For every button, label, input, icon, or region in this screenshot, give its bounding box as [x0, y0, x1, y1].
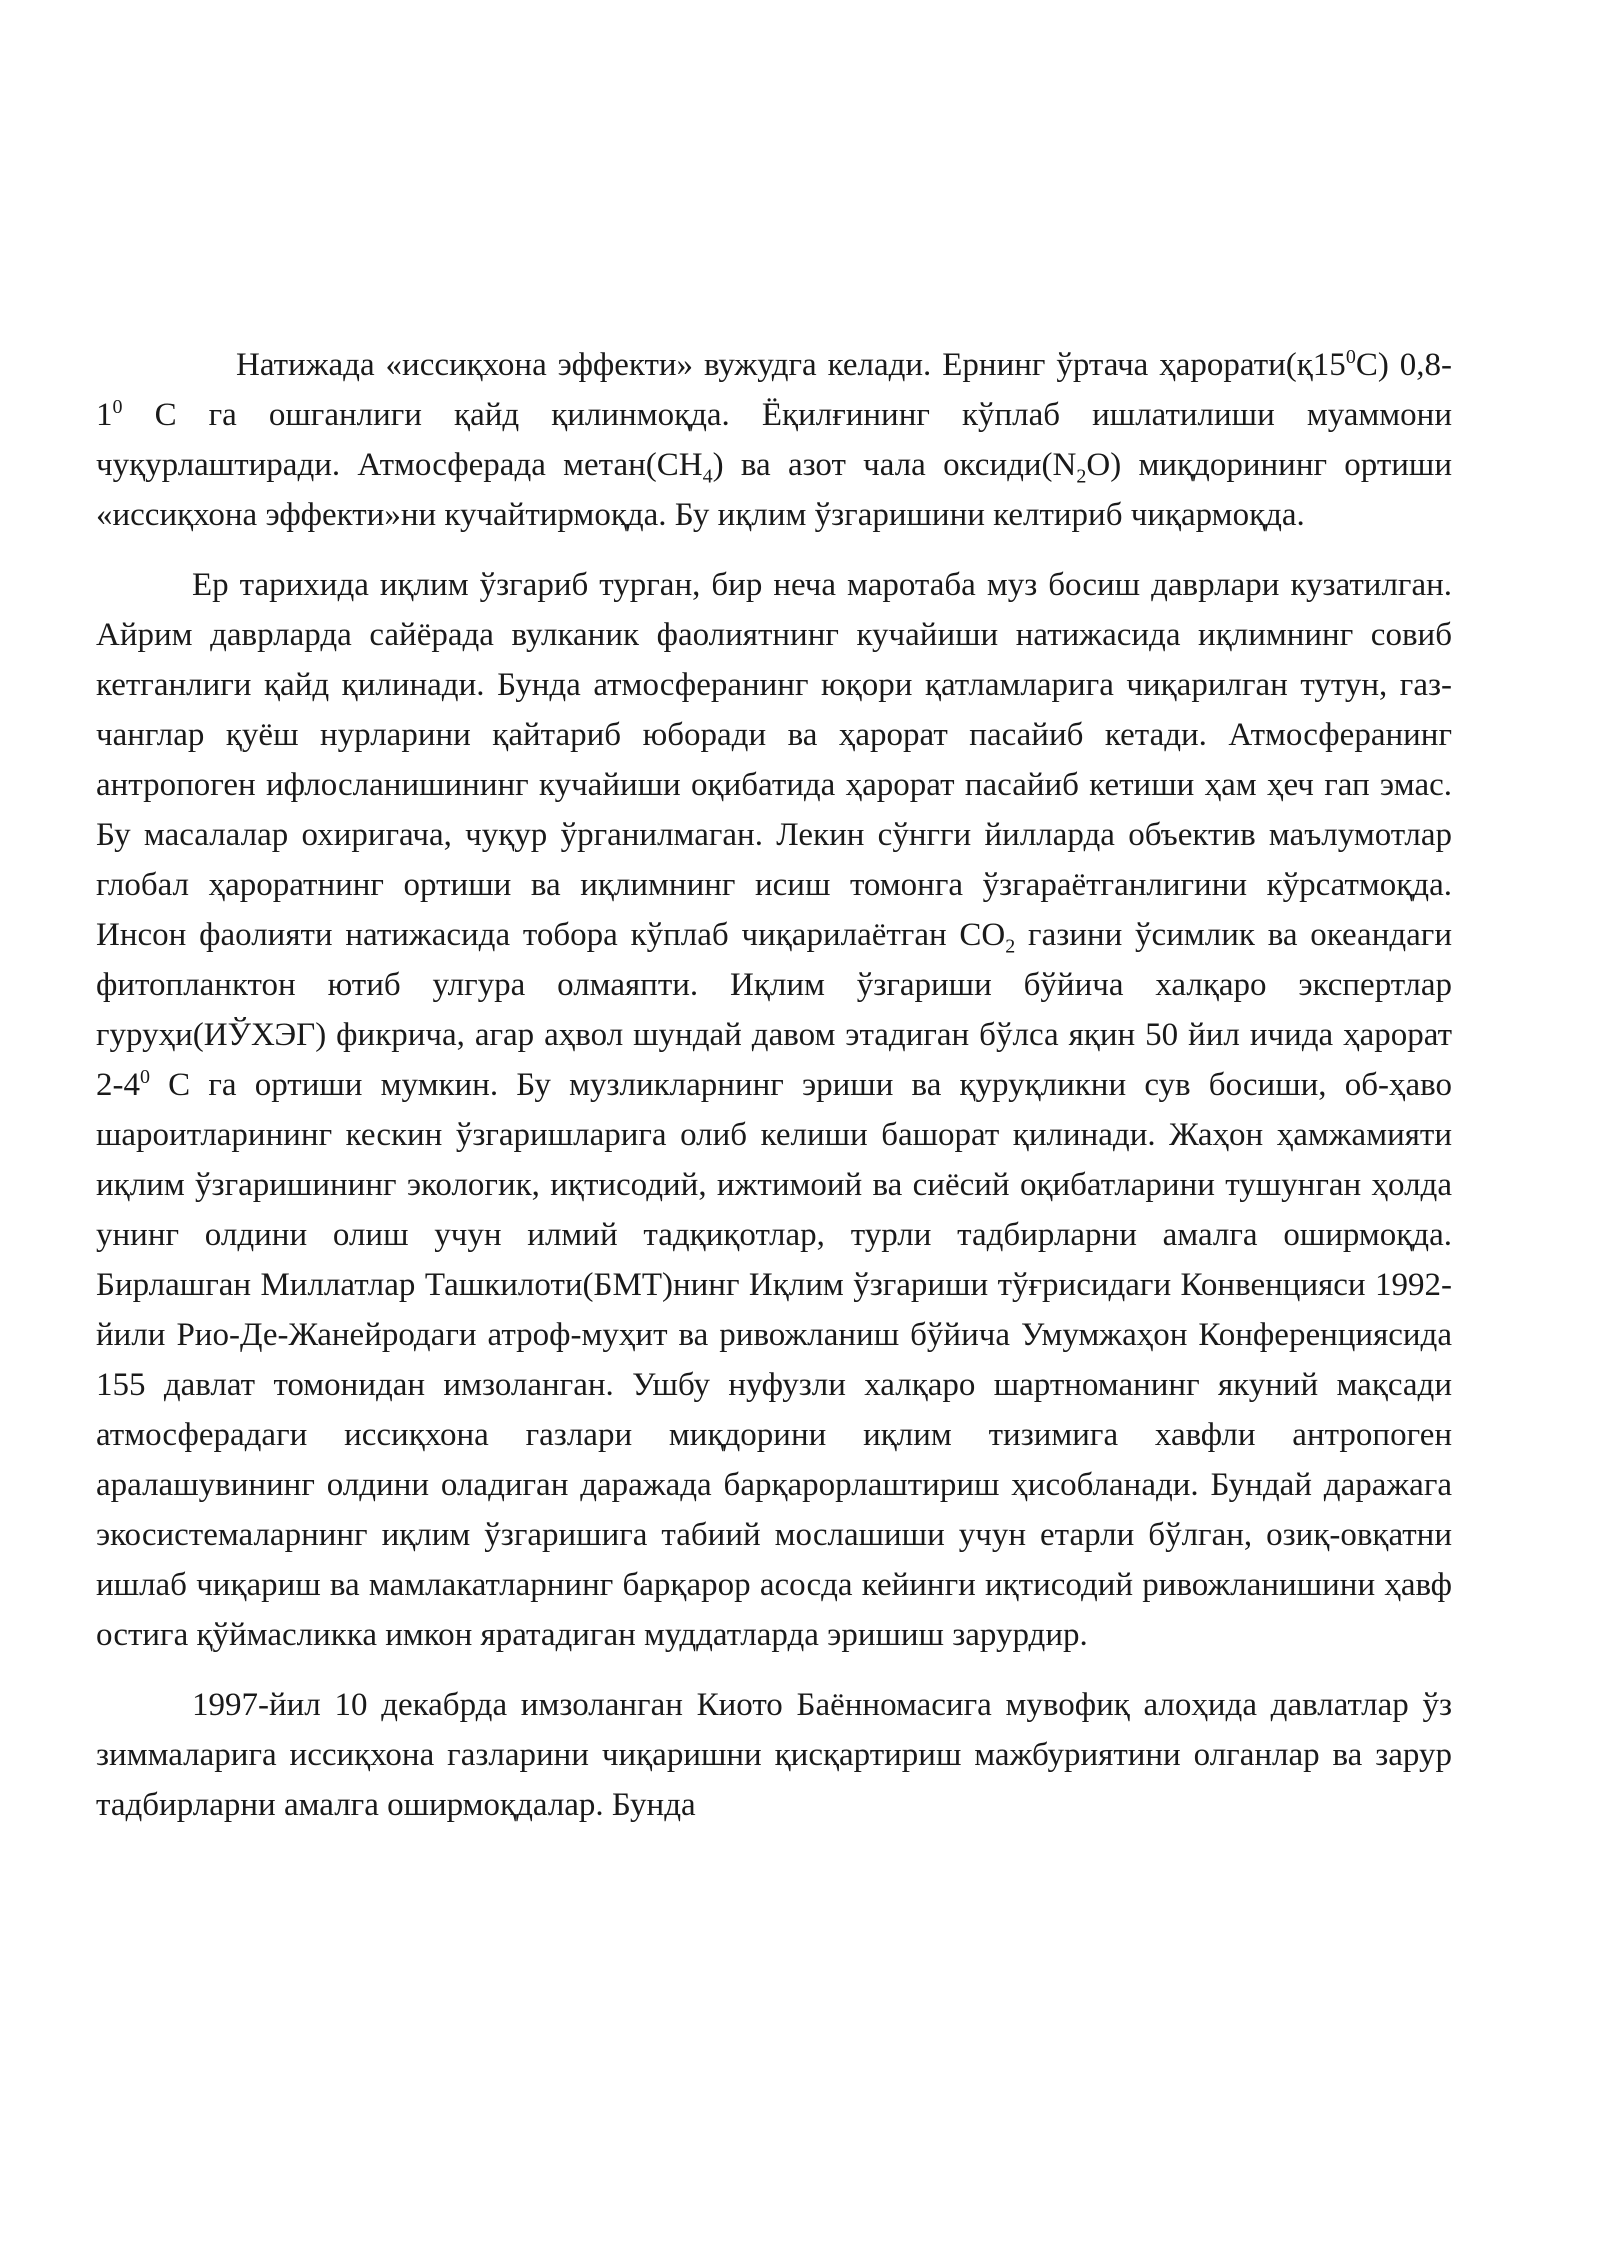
text-segment: С) 0,8-1	[96, 347, 1452, 433]
subscript-index: 2	[1005, 935, 1016, 958]
paragraph-greenhouse-effect	[96, 340, 1452, 540]
text-segment: газини ўсимлик ва океандаги фитопланктон ютиб улгура олмаяпти. Иқлим ўзгариши бўйича халқаро экспертлар гуруҳи(ИЎХЭГ) фикрича, агар аҳвол шундай давом этадиган бўлса яқин 50 йил ичида ҳарорат 2-4	[96, 917, 1452, 1103]
superscript-degree: 0	[140, 1066, 150, 1088]
text-segment: Натижада «иссиқхона эффекти» вужудга келади. Ернинг ўртача ҳарорати(қ15	[236, 347, 1346, 383]
superscript-degree: 0	[1345, 346, 1356, 368]
subscript-index: 4	[702, 465, 713, 488]
text-segment: С га ошганлиги қайд қилинмоқда. Ёқилғининг кўплаб ишлатилиши муаммони чуқурлаштиради. Атмосферада метан(СН	[96, 397, 1452, 483]
text-segment: 1997-йил 10 декабрда имзоланган Киото Баённомасига мувофиқ алоҳида давлатлар ўз зиммаларига иссиқхона газларини чиқаришни қисқартириш мажбуриятини олганлар ва зарур тадбирларни амалга оширмоқдалар. Бунда	[96, 1687, 1452, 1823]
superscript-degree: 0	[112, 396, 123, 418]
text-segment: С га ортиши мумкин. Бу музликларнинг эриши ва қуруқликни сув босиши, об-ҳаво шароитларининг кескин ўзгаришларига олиб келиши башорат қилинади. Жаҳон ҳамжамияти иқлим ўзгаришининг экологик, иқтисодий, ижтимоий ва сиёсий оқибатларини тушунган ҳолда унинг олдини олиш учун илмий тадқиқотлар, турли тадбирларни амалга оширмоқда. Бирлашган Миллатлар Ташкилоти(БМТ)нинг Иқлим ўзгариши тўғрисидаги Конвенцияси 1992-йили Рио-Де-Жанейродаги атроф-муҳит ва ривожланиш бўйича Умумжаҳон Конференциясида 155 давлат томонидан имзоланган. Ушбу нуфузли халқаро шартноманинг якуний мақсади атмосферадаги иссиқхона газлари миқдорини иқлим тизимига хавфли антропоген аралашувининг олдини оладиган даражада барқарорлаштириш ҳисобланади. Бундай даражага экосистемаларнинг иқлим ўзгаришига табиий мослашиши учун етарли бўлган, озиқ-овқатни ишлаб чиқариш ва мамлакатларнинг барқарор асосда кейинги иқтисодий ривожланишини ҳавф остига қўймасликка имкон яратадиган муддатларда эришиш зарурдир.	[96, 1067, 1452, 1653]
paragraph-kyoto-protocol	[96, 1680, 1452, 1830]
text-segment: ) ва азот чала оксиди(N	[712, 447, 1077, 483]
document-body	[96, 340, 1452, 1830]
text-segment: Ер тарихида иқлим ўзгариб турган, бир неча маротаба муз босиш даврлари кузатилган. Айрим даврларда сайёрада вулканик фаолиятнинг кучайиши натижасида иқлимнинг совиб кетганлиги қайд қилинади. Бунда атмосферанинг юқори қатламларига чиқарилган тутун, газ-чанглар қуёш нурларини қайтариб юборади ва ҳарорат пасайиб кетади. Атмосферанинг антропоген ифлосланишининг кучайиши оқибатида ҳарорат пасайиб кетиши ҳам ҳеч гап эмас. Бу масалалар охиригача, чуқур ўрганилмаган. Лекин сўнгги йилларда объектив маълумотлар глобал ҳароратнинг ортиши ва иқлимнинг исиш томонга ўзгараётганлигини кўрсатмоқда. Инсон фаолияти натижасида тобора кўплаб чиқарилаётган СО	[96, 567, 1452, 953]
paragraph-climate-history	[96, 560, 1452, 1660]
text-segment: O) миқдорининг ортиши «иссиқхона эффекти»ни кучайтирмоқда. Бу иқлим ўзгаришини келтириб чиқармоқда.	[96, 447, 1452, 533]
subscript-index: 2	[1076, 465, 1087, 488]
